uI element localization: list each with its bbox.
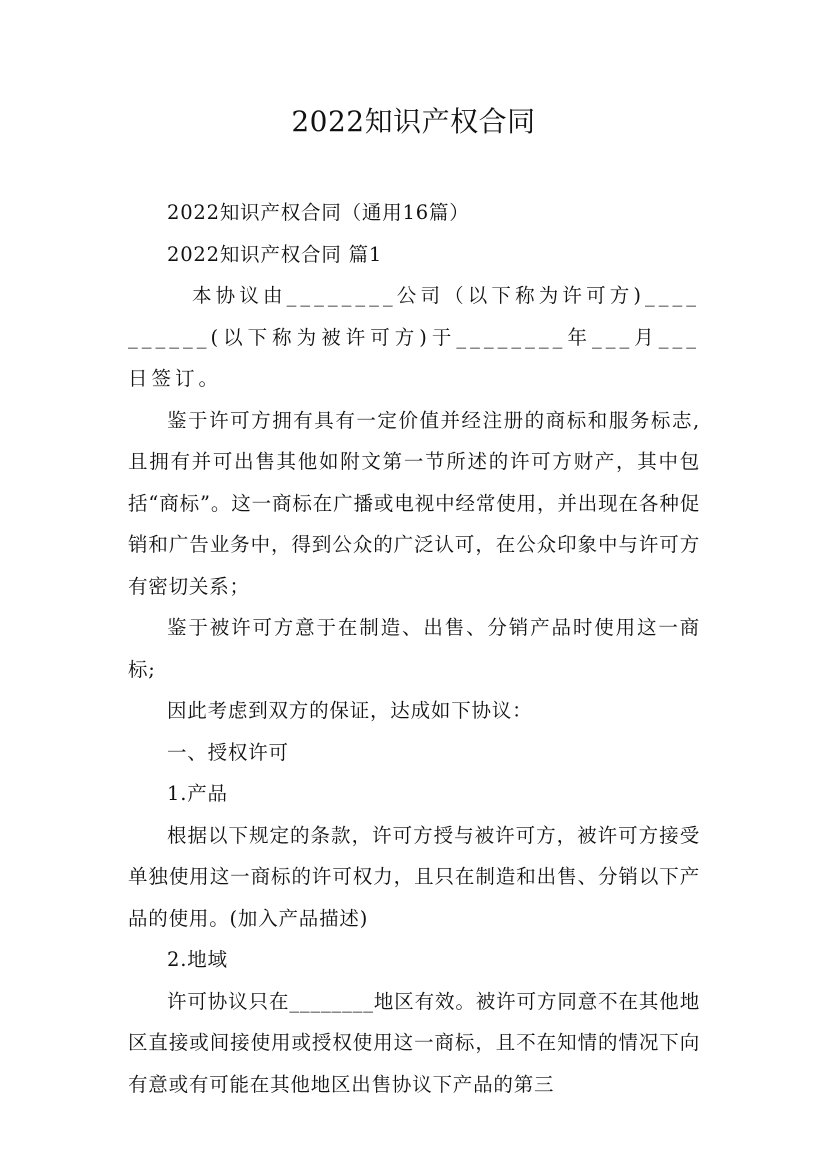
agreement-intro-paragraph: 本协议由________公司（以下称为许可方)__________(以下称为被许可方)于________年___月___日签订。 xyxy=(128,284,700,390)
clause-paragraph: 许可协议只在________地区有效。被许可方同意不在其他地区直接或间接使用或授权使用这一商标，且不在知情的情况下向有意或有可能在其他地区出售协议下产品的第三 xyxy=(128,989,700,1096)
document-body xyxy=(128,192,700,1105)
document-title: 2022知识产权合同 xyxy=(291,105,536,138)
agreement-paragraph: 因此考虑到双方的保证，达成如下协议： xyxy=(167,699,533,722)
subtitle-paragraph: 2022知识产权合同（通用16篇） xyxy=(167,201,470,224)
clause-paragraph: 根据以下规定的条款，许可方授与被许可方，被许可方接受单独使用这一商标的许可权力，且只在制造和出售、分销以下产品的使用。(加入产品描述) xyxy=(128,823,700,930)
recital-paragraph: 鉴于被许可方意于在制造、出售、分销产品时使用这一商标; xyxy=(128,616,700,681)
recital-paragraph: 鉴于许可方拥有具有一定价值并经注册的商标和服务标志,且拥有并可出售其他如附文第一节所述的许可方财产，其中包括“商标”。这一商标在广播或电视中经常使用，并出现在各种促销和广告业务中，得到公众的广泛认可，在公众印象中与许可方有密切关系； xyxy=(128,408,700,598)
subclause-heading: 1.产品 xyxy=(167,782,228,805)
section-heading: 2022知识产权合同 篇1 xyxy=(167,242,383,266)
subclause-heading: 2.地域 xyxy=(167,948,228,971)
clause-heading: 一、授权许可 xyxy=(167,740,289,764)
